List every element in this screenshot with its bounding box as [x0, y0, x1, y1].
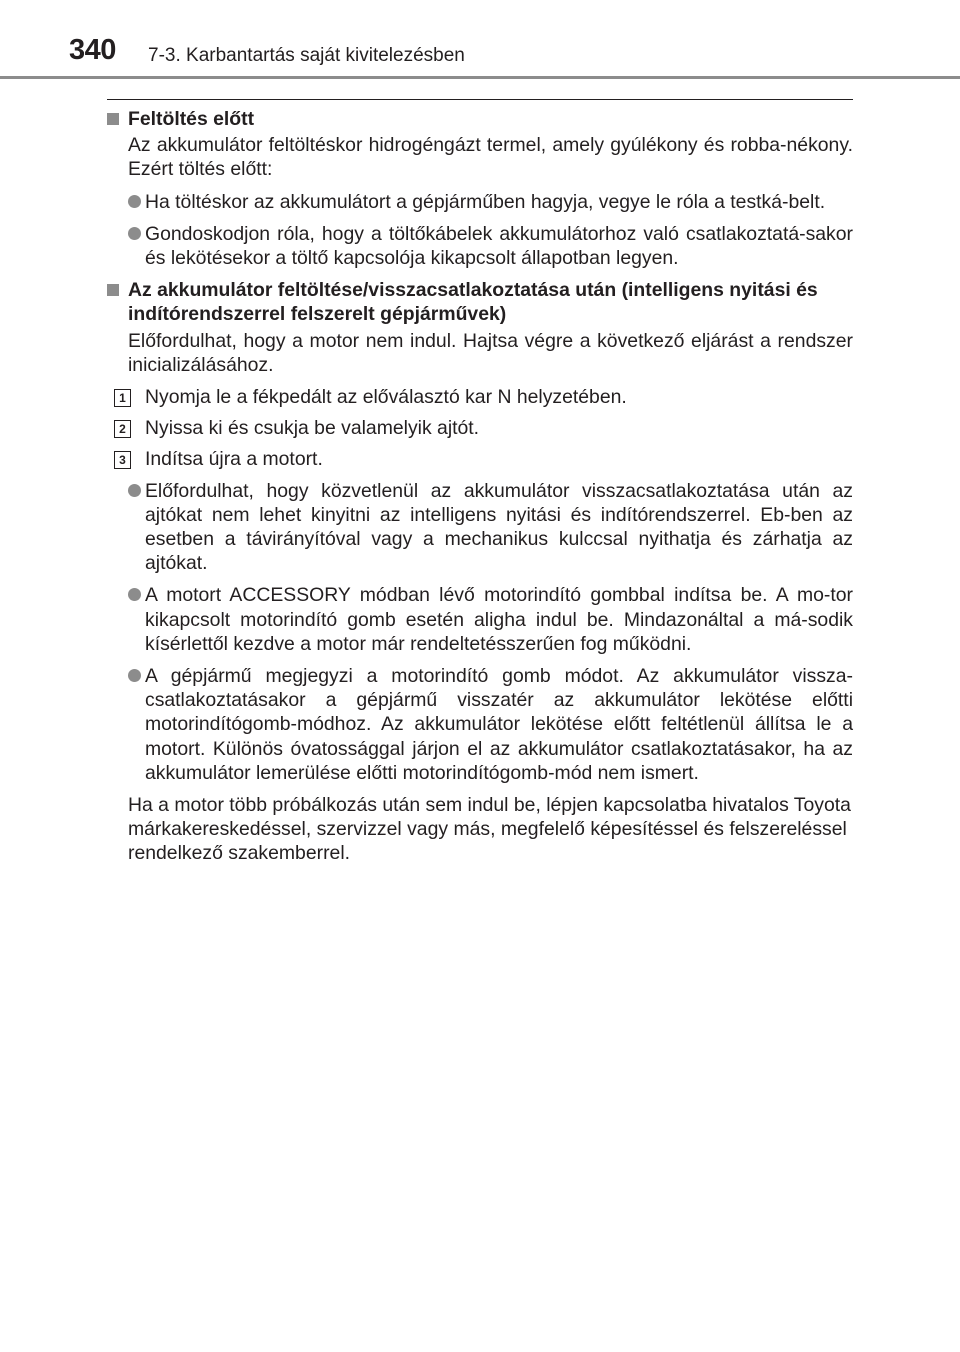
list-item [107, 190, 853, 214]
step-item [107, 385, 853, 409]
section-intro: Előfordulhat, hogy a motor nem indul. Hajtsa végre a következő eljárást a rendszer inicializálásához. [128, 329, 853, 376]
section-title: Feltöltés előtt [128, 108, 255, 130]
step-text: Indítsa újra a motort. [145, 448, 323, 471]
list-item [107, 664, 853, 785]
step-text: Nyomja le a fékpedált az előválasztó kar N helyzetében. [145, 386, 627, 409]
square-bullet-icon [107, 113, 119, 125]
circle-bullet-icon [128, 669, 141, 682]
square-bullet-icon [107, 284, 119, 296]
section-intro: Az akkumulátor feltöltéskor hidrogéngázt termel, amely gyúlékony és robba-nékony. Ezért töltés előtt: [128, 134, 853, 181]
step-item [107, 416, 853, 440]
circle-bullet-icon [128, 227, 141, 240]
step-number-box: 2 [114, 420, 131, 438]
list-item-text: Előfordulhat, hogy közvetlenül az akkumulátor visszacsatlakoztatása után az ajtókat nem lehet kinyitni az intelligens nyitási és indítórendszerrel. Eb-ben az esetben a távirányítóval vagy a mechanikus kulccsal nyithatja és zárhatja az ajtókat. [145, 479, 853, 575]
chapter-title: 7-3. Karbantartás saját kivitelezésben [148, 45, 465, 66]
list-item [107, 479, 853, 576]
page-content [107, 107, 853, 866]
list-item-text: Gondoskodjon róla, hogy a töltőkábelek akkumulátorhoz való csatlakoztatá-sakor és lekötésekor a töltő kapcsolója kikapcsolt állapotban legyen. [145, 222, 853, 270]
closing-paragraph: Ha a motor több próbálkozás után sem indul be, lépjen kapcsolatba hivatalos Toyota márkakereskedéssel, szervizzel vagy más, megfelelő képesítéssel és felszereléssel rendelkező szakemberrel. [128, 794, 851, 865]
page-header [0, 0, 960, 80]
section-heading-before-charging [107, 107, 853, 131]
circle-bullet-icon [128, 588, 141, 601]
step-item [107, 447, 853, 471]
header-rule [0, 76, 960, 79]
list-item-text: A motort ACCESSORY módban lévő motorindító gombbal indítsa be. A mo-tor kikapcsolt motorindító gomb esetén aligha indul be. Mindazonáltal a má-sodik kísérlettől kezdve a motor már rendeltetésszerűen fog működni. [145, 584, 853, 655]
circle-bullet-icon [128, 195, 141, 208]
circle-bullet-icon [128, 484, 141, 497]
content-top-rule [107, 99, 853, 100]
step-text: Nyissa ki és csukja be valamelyik ajtót. [145, 417, 480, 440]
list-item [107, 583, 853, 656]
step-number-box: 1 [114, 389, 131, 407]
section-heading-after-charging [107, 278, 853, 326]
list-item [107, 222, 853, 270]
step-number-box: 3 [114, 451, 131, 469]
list-item-text: A gépjármű megjegyzi a motorindító gomb módot. Az akkumulátor vissza-csatlakoztatásakor a gépjármű visszatér az akkumulátor lekötése előtti motorindítógomb-módhoz. Az akkumulátor lekötése előtt feltétlenül állítsa le a motort. Különös óvatossággal járjon el az akkumulátor csatlakoztatásakor, ha az akkumulátor lemerülése előtti motorindítógomb-mód nem ismert. [145, 665, 853, 784]
page-number: 340 [69, 34, 116, 66]
list-item-text: Ha töltéskor az akkumulátort a gépjárműben hagyja, vegye le róla a testká-belt. [145, 190, 826, 213]
section-title: Az akkumulátor feltöltése/visszacsatlakoztatása után (intelligens nyitási és indítórendszerrel felszerelt gépjárművek) [128, 279, 818, 326]
